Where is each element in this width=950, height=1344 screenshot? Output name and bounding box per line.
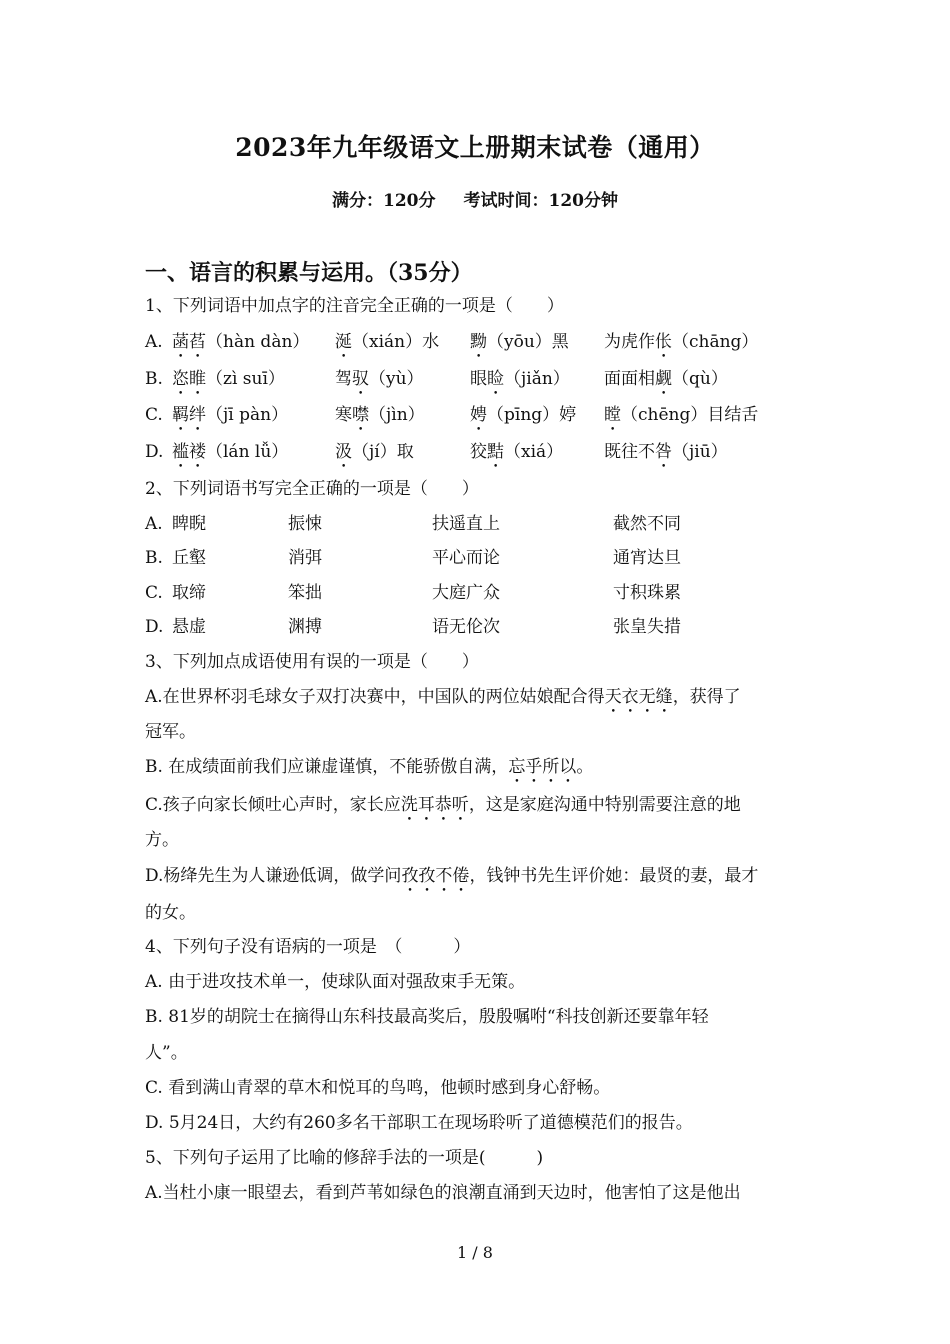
option-label: C. — [145, 405, 163, 425]
question-1-stem: 1、下列词语中加点字的注音完全正确的一项是（ ） — [145, 296, 564, 316]
question-3-option-c-cont: 方。 — [145, 830, 179, 850]
word-item: 张皇失措 — [613, 617, 681, 637]
pinyin-item: 既往不咎（jiū） — [604, 442, 728, 462]
question-4-option-a: A. 由于进攻技术单一，使球队面对强敌束手无策。 — [145, 972, 526, 992]
option-label: A. — [145, 514, 163, 534]
word-item: 振悚 — [288, 514, 322, 534]
question-4-option-d: D. 5月24日，大约有260多名干部职工在现场聆听了道德模范们的报告。 — [145, 1113, 693, 1133]
word-item: 笨拙 — [288, 583, 322, 603]
word-item: 平心而论 — [432, 548, 500, 568]
question-3-option-a: A.在世界杯羽毛球女子双打决赛中，中国队的两位姑娘配合得天衣无缝，获得了 — [145, 687, 741, 707]
word-item: 睥睨 — [172, 514, 206, 534]
pinyin-item: 寒噤（jìn） — [335, 405, 425, 425]
option-label: B. — [145, 548, 163, 568]
word-item: 消弭 — [288, 548, 322, 568]
question-3-stem: 3、下列加点成语使用有误的一项是（ ） — [145, 652, 479, 672]
pinyin-item: 面面相觑（qù） — [604, 369, 728, 389]
pinyin-item: 黝（yōu）黑 — [470, 332, 569, 352]
question-3-option-c: C.孩子向家长倾吐心声时，家长应洗耳恭听，这是家庭沟通中特别需要注意的地 — [145, 795, 741, 815]
pinyin-item: 驾驭（yù） — [335, 369, 424, 389]
option-label: C. — [145, 583, 163, 603]
pinyin-item: 菡萏（hàn dàn） — [172, 332, 310, 352]
option-label: D. — [145, 617, 164, 637]
pinyin-item: 瞠（chēng）目结舌 — [604, 405, 759, 425]
pinyin-item: 褴褛（lán lǚ） — [172, 442, 289, 462]
full-score: 满分：120分 — [332, 191, 436, 211]
word-item: 大庭广众 — [432, 583, 500, 603]
pinyin-item: 羁绊（jī pàn） — [172, 405, 289, 425]
question-5-stem: 5、下列句子运用了比喻的修辞手法的一项是( ) — [145, 1148, 544, 1168]
question-3-option-d: D.杨绛先生为人谦逊低调，做学问孜孜不倦，钱钟书先生评价她：最贤的妻，最才 — [145, 866, 759, 886]
page-title: 2023年九年级语文上册期末试卷（通用） — [235, 133, 715, 162]
word-item: 截然不同 — [613, 514, 681, 534]
word-item: 语无伦次 — [432, 617, 500, 637]
word-item: 丘壑 — [172, 548, 206, 568]
section-title: 一、语言的积累与运用。（35分） — [145, 260, 473, 286]
exam-info — [0, 186, 950, 211]
option-label: A. — [145, 332, 163, 352]
option-label: B. — [145, 369, 163, 389]
pinyin-item: 娉（pīng）婷 — [470, 405, 577, 425]
question-3-option-a-cont: 冠军。 — [145, 722, 196, 742]
word-item: 寸积珠累 — [613, 583, 681, 603]
pinyin-item: 汲（jí）取 — [335, 442, 414, 462]
pinyin-item: 涎（xián）水 — [335, 332, 440, 352]
question-4-option-b: B. 81岁的胡院士在摘得山东科技最高奖后，殷殷嘱咐“科技创新还要靠年轻 — [145, 1007, 709, 1027]
pinyin-item: 为虎作伥（chāng） — [604, 332, 759, 352]
question-2-stem: 2、下列词语书写完全正确的一项是（ ） — [145, 479, 479, 499]
question-5-option-a: A.当杜小康一眼望去，看到芦苇如绿色的浪潮直涌到天边时，他害怕了这是他出 — [145, 1183, 741, 1203]
question-3-option-d-cont: 的女。 — [145, 903, 196, 923]
word-item: 渊搏 — [288, 617, 322, 637]
pinyin-item: 狡黠（xiá） — [470, 442, 564, 462]
question-3-option-b: B. 在成绩面前我们应谦虚谨慎，不能骄傲自满，忘乎所以。 — [145, 757, 594, 777]
question-4-option-b-cont: 人”。 — [145, 1043, 188, 1063]
page-number: 1 / 8 — [457, 1243, 493, 1262]
option-label: D. — [145, 442, 164, 462]
question-4-stem: 4、下列句子没有语病的一项是 （ ） — [145, 937, 471, 957]
word-item: 悬虚 — [172, 617, 206, 637]
word-item: 扶遥直上 — [432, 514, 500, 534]
pinyin-item: 眼睑（jiǎn） — [470, 369, 570, 389]
exam-time: 考试时间：120分钟 — [463, 191, 618, 211]
question-4-option-c: C. 看到满山青翠的草木和悦耳的鸟鸣，他顿时感到身心舒畅。 — [145, 1078, 611, 1098]
word-item: 通宵达旦 — [613, 548, 681, 568]
pinyin-item: 恣睢（zì suī） — [172, 369, 285, 389]
word-item: 取缔 — [172, 583, 206, 603]
